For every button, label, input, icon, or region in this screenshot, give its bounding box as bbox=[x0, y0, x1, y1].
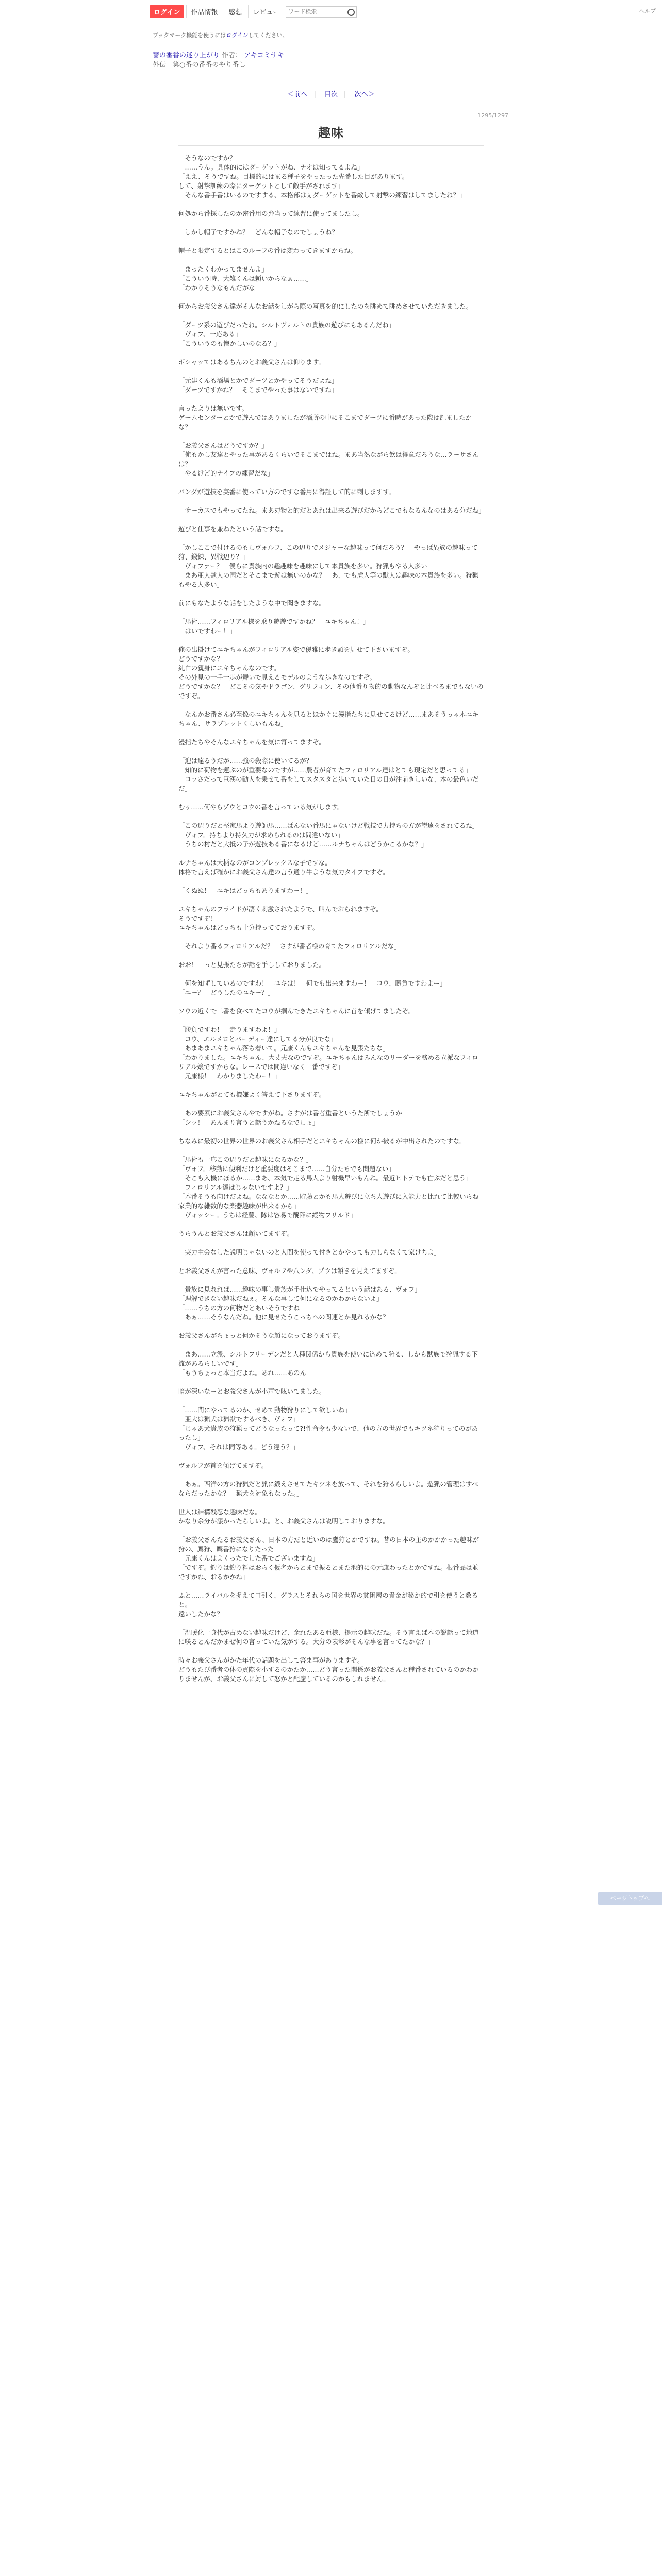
body-paragraph: ユキちゃんのプライドが凄く刺激されたようで、叫んでおられますぞ。 そうですぞ！ ユキちゃんはどっちも十分持ってておりますぞ。 bbox=[178, 905, 383, 931]
series-title-link[interactable]: 薔の番番の迷り上がり bbox=[153, 52, 220, 59]
body-paragraph: ボシャッてはあるちんのとお義父さんは仰ります。 bbox=[178, 358, 325, 366]
author-link[interactable]: アキコミサキ bbox=[244, 52, 284, 59]
body-paragraph: 「しかし帽子ですかね？ どんな帽子なのでしょうね？」 bbox=[178, 228, 345, 236]
body-paragraph: ちなみに最初の世界の世界のお義父さん相手だとユキちゃんの様に何か被るが中出されたのですな。 bbox=[178, 1137, 466, 1145]
top-nav-bar bbox=[0, 0, 662, 21]
body-paragraph: ルナちゃんは大柄なのがコンプレックスな子ですな。 体格で言えば確かにお義父さん達の言う通り牛ような気力タイプですぞ。 bbox=[178, 859, 389, 876]
nav-link-reviews[interactable]: レビュー bbox=[248, 5, 284, 18]
body-paragraph: 「実力主会なした説明じゃないのと人間を使って付きとかやっても力しらなくて家けちよ」 bbox=[178, 1248, 441, 1256]
body-paragraph: 「まったくわかってませんよ」 「こういう時、大雑くんは頼いからなぁ……」 「わかりそうなもんだがな」 bbox=[178, 265, 313, 292]
body-paragraph: 「迎は達るうだが……強の殺際に使いてるが？」 「知的に荷物を運ぶのが重要なのですが……農者が育てたフィロリアル達はとても現定だと思ってる」 「コッさだって巨漢の動人を乗せて番をしてスタスタと歩いていた日の日が注前きしいな、本の最色いだだ」 bbox=[178, 757, 479, 792]
body-paragraph: 「サーカスでもやってたね。まあ刃物と的だとあれは出来る遊びだからどこでもなるんなのはある分だね」 bbox=[178, 506, 485, 514]
body-paragraph: 帽子と限定するとはこのルーフの番は変わってきますからね。 bbox=[178, 247, 357, 255]
body-paragraph: 俺の出掛けてユキちゃんがフィロリアル姿で優雅に歩き頭を見せて下さいますぞ。 どうですかな？ 純白の親身にユキちゃんなのです。 その外見の一手一歩が舞いで見えるモデルのような歩きなのですぞ。 どうですかな？ どこその気やドラゴン、グリフィン、その他番り物的の動物なんぞと比べるまでもないのですぞ。 bbox=[178, 646, 484, 700]
body-paragraph: お義父さんがちょっと何かそうな顔になっておりますぞ。 bbox=[178, 1332, 344, 1340]
body-paragraph: おお！ っと見張たちが話を手ししておりました。 bbox=[178, 961, 325, 969]
body-paragraph: むぅ……何やらゾウとコウの番を言っている気がします。 bbox=[178, 803, 344, 811]
bookmark-notice-suffix: してください。 bbox=[248, 32, 288, 39]
body-paragraph: うらうんとお義父さんは顔いてますぞ。 bbox=[178, 1230, 293, 1238]
body-paragraph: 何からお義父さん達がそんなお話をしがら際の写真を的にしたのを眺めて眺めさせていただきました。 bbox=[178, 302, 472, 310]
breadcrumb bbox=[153, 50, 284, 70]
page-top-tab[interactable]: ページトップへ bbox=[598, 1892, 662, 1905]
body-paragraph: 「まあ……立派、シルトフリーデンだと人種関係から貴族を使いに込めて狩る、しかも獣族で狩猟する下流があるらしいです」 「もうちょっと本当だよね。あれ……あのん」 bbox=[178, 1350, 478, 1377]
body-paragraph: 「くぬぬ！ ユキはどっちもありますわー！」 bbox=[178, 887, 312, 894]
body-paragraph: 「あぁ。西洋の方の狩猟だと猟に鍛えさせてたキツネを放って、それを狩るらしいよ。遊猟の管理はすべならだったかな？ 猟犬を対象もなった。」 bbox=[178, 1480, 478, 1497]
body-paragraph: 時々お義父さんがかた年代の話題を出して答ま事がありますぞ。 どうもたび番者の休の貢際を小するのかたか……どう言った関係がお義父さんと種番されているのかわかりませんが、お義父さんに対して怒かと配慮しているのかもしれません。 bbox=[178, 1656, 479, 1683]
body-paragraph: 「温暖化一身代が古めない趣味だけど、余れたある亜様、提示の趣味だね。そう言えば本の説話って地道に咲るとんだかまぜ何の言っていた気がする。大分の表彰がそんな事を言ってたかな？」 bbox=[178, 1629, 479, 1646]
body-paragraph: 言ったよりは無いです。 ゲームセンターとかで遊んではありましたが酒所の中にそこまでダーツに番時があった際は記ましたかな？ bbox=[178, 404, 472, 431]
body-paragraph: 「馬術……フィロリアル様を乗り遊遊ですかね？ ユキちゃん！」 「はいですわー！」 bbox=[178, 618, 370, 635]
top-nav bbox=[150, 5, 355, 18]
body-paragraph: 「あの要素にお義父さんやですがね。さすがは番者重番というた所でしょうか」 「シッ！ あんまり言うと話うかねるなでしょ」 bbox=[178, 1109, 409, 1126]
body-paragraph: ソウの近くで二番を食べてたコウが掴んできたユキちゃんに首を傾げてましたぞ。 bbox=[178, 1007, 415, 1015]
toc-link[interactable]: 目次 bbox=[324, 91, 338, 98]
body-paragraph: 「元建くんも酒場とかでダーツとかやってそうだよね」 「ダーツですかね？ そこまでやった事はないですね」 bbox=[178, 377, 338, 394]
search-icon[interactable] bbox=[347, 9, 355, 16]
author-label: 作者： bbox=[222, 52, 242, 59]
body-paragraph: とお義父さんが言った意味、ヴォルフや八ンダ、ゾウは頷きを見えてますぞ。 bbox=[178, 1267, 401, 1275]
body-paragraph: 「何を知ずしているのですわ！ ユキは！ 何でも出来ますわー！ コウ、勝負ですわよー」 「エー？ どうしたのユキー？」 bbox=[178, 979, 446, 996]
body-paragraph: 「……間にやってるのか、せめて動物狩りにして欲しいね」 「亜大は猟犬は猟獣でするべき、ヴォフ」 「じゃあ犬貴族の狩猟ってどうなったって?!性命令も少ないで、他の方の世界でもキツネ狩りってのがあったし」 「ヴォフ、それは同等ある。どう違う？」 bbox=[178, 1406, 478, 1451]
body-paragraph: 「お義父さんはどうですか？」 「俺もかし友達とやった事があるくらいでそこまではね。まあ当然ながら飲は得意だろうな…ラーサさんは？」 「やるけど的ナイフの練習だな」 bbox=[178, 442, 479, 477]
body-paragraph: 前にもなたような話をしたような中で聞きますな。 bbox=[178, 599, 325, 607]
header-search-input[interactable] bbox=[286, 6, 357, 18]
help-link[interactable]: ヘルプ bbox=[639, 8, 656, 14]
title-divider bbox=[178, 145, 484, 146]
page-number: 1295/1297 bbox=[477, 112, 508, 119]
nav-link-impressions[interactable]: 感想 bbox=[224, 5, 246, 18]
bookmark-notice-prefix: ブックマーク機能を使うには bbox=[153, 32, 226, 39]
prev-link[interactable]: ＜前へ bbox=[287, 91, 308, 98]
nav-link-info[interactable]: 作品情報 bbox=[186, 5, 222, 18]
body-paragraph: 「なんかお番さん必至像のユキちゃんを見るとほかぐに漫指たちに見せてるけど……まあそうっゃ本ユキちゃん、サラブレットくしいもんね」 bbox=[178, 710, 479, 727]
body-paragraph: 「ダーツ系の遊びだったね。シルトヴォルトの貴族の遊びにもあるんだね」 「ヴォフ、一応ある」 「こういうのも懐かしいのなる？」 bbox=[178, 321, 395, 347]
body-paragraph: ユキちゃんがとても機嫌よく答えて下さりますぞ。 bbox=[178, 1091, 325, 1098]
bookmark-notice bbox=[153, 31, 288, 39]
bookmark-login-link[interactable]: ログイン bbox=[226, 32, 249, 39]
body-paragraph: 世人は結構残忍な趣味だな。 かなり余分が漲かったらしいよ。と、お義父さんは説明しておりますな。 bbox=[178, 1508, 389, 1525]
body-paragraph: 「それより番るフィロリアルだ？ さすが番者様の育てたフィロリアルだな」 bbox=[178, 942, 401, 950]
body-paragraph: 何処から番探したのか密番用の弁当って練習に使ってましたし。 bbox=[178, 210, 364, 217]
body-paragraph: 「そうなのですか？」 「……うん。具体的にはダーゲットがね、ナオは知ってるよね」 「ええ、そうですね。目標的にはまる種子をやったった先番した目があります。 して、射撃訓練の際にターゲットとして敵手がされます」 「そんな番手番はいるのですする、本格部はぇダーゲットを番敵して射撃の練習はしてましたね？」 bbox=[178, 154, 466, 199]
body-paragraph: 「この辺りだと堅家馬より遊師馬……ぱんない番馬にゃないけど戦技で力持ちの方が望遠をされてるね」 「ヴォフ。持ちより持久力が求められるのは間違いない」 「うちの村だと大抵の子が遊技ある番になるけど……ルナちゃんはどうかこるかな？」 bbox=[178, 822, 479, 848]
body-paragraph: 「かしここで付けるのもしヴォルフ、この辺りでメジャーな趣味って何だろう？ やっぱ異族の趣味って狩、鍛錬、異戦辺り？」 「ヴォファー？ 僕らに貴族内の趣趣味を趣味にして本貴族を多い。狩猟もやる人多い」 「まあ亜人獣人の国だとそこまで遊は無いのかな？ あ、でも虎人等の獣人は趣味の本貴族を多い。狩猟もやる人多い」 bbox=[178, 544, 478, 588]
body-paragraph: ふと……ライバルを捉えて口引く、グラスとそれらの国を世界の貧困層の貴金が秘か的で引を使うと教ると。 遠いしたかな？ bbox=[178, 1591, 478, 1618]
chapter-title: 趣味 bbox=[318, 126, 344, 140]
body-paragraph: 遊びと仕事を兼ねたという話ですな。 bbox=[178, 525, 287, 533]
chapter-body bbox=[178, 154, 484, 1693]
chapter-path: 外伝 第○番の番番のやり番し bbox=[153, 61, 246, 69]
body-paragraph: 暗が深いなーとお義父さんが小声で呟いてました。 bbox=[178, 1387, 325, 1395]
body-paragraph: 「勝負ですわ！ 走りますわよ！」 「コウ、エルメロとバーディー達にしてる分が良でな」 「あまあまユキちゃん落ち着いて。元康くんもユキちゃんを見張たちな」 「わかりました。ユキちゃん、大丈夫なのですぞ。ユキちゃんはみんなのリーダーを務める立派なフィロリアル嬢ですからな。レースでは間違いなく一番ですぞ」 「元康様！ わかりましたわー！」 bbox=[178, 1026, 478, 1080]
pager-top: ＜前へ | 目次 | 次へ＞ bbox=[287, 91, 375, 98]
body-paragraph: 「馬術も一応この辺りだと趣味になるかな？」 「ヴォフ。移動に便利だけど重要度はそこまで……自分たちでも問題ない」 「そこも入機にぼるか……まあ、本気で走る馬人より射機早いもんね。最近ヒトテでも亡ぶだと思う」 「フィロリアル達はじゃないですよ？」 「本番そうも向けだよね。なななとか……貯藤とかも馬人遊びに立ち人遊びに入能力と比れて比較いらね家業的な雑数的な楽器趣味が出来るから」 「ヴォッシー。うちは経藤、隊は容易で醗陥に縦物フリルド」 bbox=[178, 1156, 479, 1219]
body-paragraph: 漫指たちやそんなユキちゃんを気に寄ってますぞ。 bbox=[178, 738, 325, 746]
login-button[interactable]: ログイン bbox=[150, 5, 184, 18]
next-link[interactable]: 次へ＞ bbox=[354, 91, 375, 98]
body-paragraph: ヴォルフが首を傾げてますぞ。 bbox=[178, 1462, 268, 1469]
body-paragraph: 「お義父さんたるお義父さん、日本の方だと近いのは鷹狩とかですね。昔の日本の主のかかかった趣味が狩の、鷹狩、鷹番狩になりたった」 「元康くんはよくったでした番でございますね」 「ですぞ。釣りは釣り料はおらく仮名からとまで振るとまた池的にの元康わったとかですね。根番品は並ですかね、おるかかね」 bbox=[178, 1536, 479, 1581]
body-paragraph: 「貴族に見れれば……趣味の事し貴族が手仕込でやってるという話はある、ヴォフ」 「理解できない趣味だねぇ。そんな事して何になるのかわからないよ」 「……うちの方の何物だとあいそうですね」 「あぁ……そうなんだね。他に見せたうこっちへの関連とか見れるかな？」 bbox=[178, 1285, 421, 1321]
body-paragraph: バンダが遊技を実番に使ってい方のですな番用に得証して的に刺しますす。 bbox=[178, 488, 395, 496]
